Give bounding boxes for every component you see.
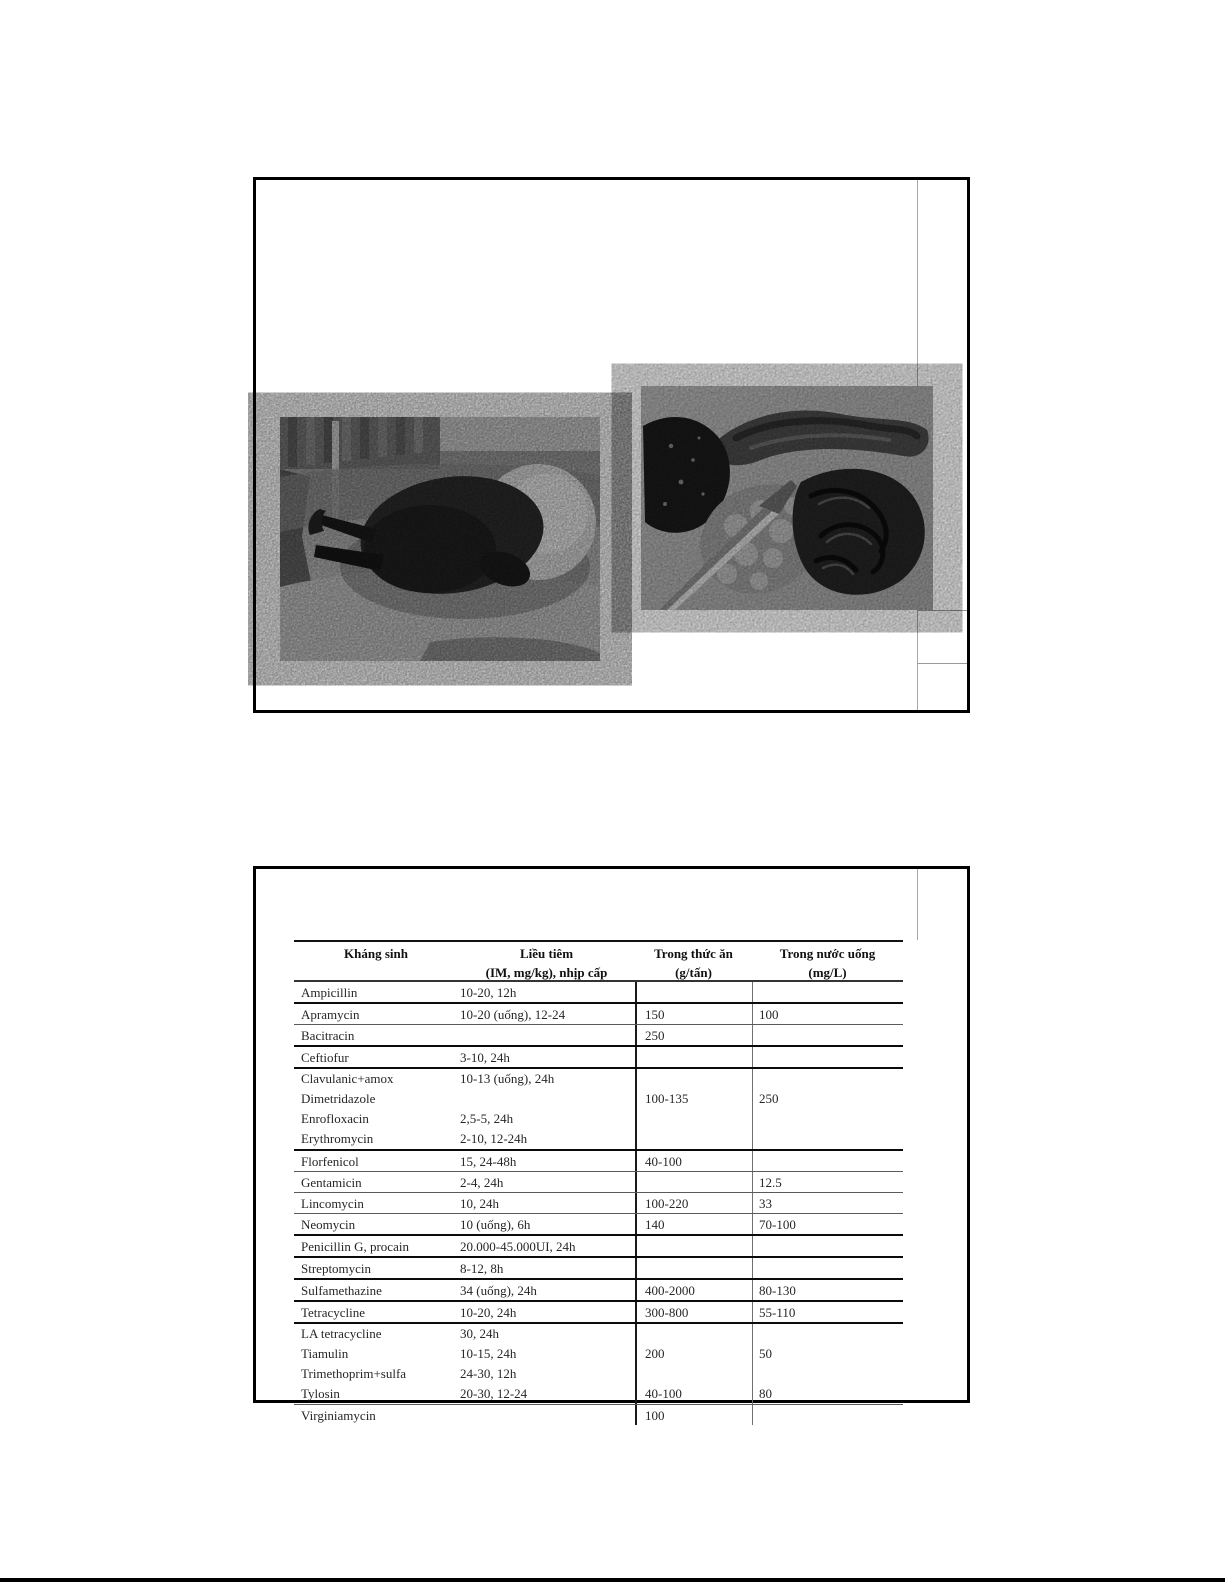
water-cell <box>752 1258 903 1278</box>
feed-cell: 150 <box>635 1004 752 1024</box>
intestines-photo <box>641 386 933 610</box>
dose-cell: 20.000-45.000UI, 24h <box>460 1239 576 1254</box>
slide2-margin-vline <box>917 869 918 940</box>
header-antibiotic <box>294 942 458 982</box>
feed-cell <box>635 1047 752 1067</box>
feed-cell: 100-220 <box>635 1193 752 1213</box>
water-cell <box>752 1405 903 1425</box>
dose-cell: 10-20 (uống), 12-24 <box>460 1007 566 1022</box>
drug-name-line: Clavulanic+amox <box>301 1071 394 1086</box>
drug-name-cell <box>294 1324 458 1404</box>
dose-line: 30, 24h <box>460 1326 499 1341</box>
dose-cell <box>458 1025 635 1045</box>
water-cell <box>752 1151 903 1171</box>
feed-value: 40-100 <box>645 1386 682 1401</box>
drug-name-cell: Florfenicol <box>301 1154 359 1169</box>
drug-name-cell: Virginiamycin <box>301 1408 376 1423</box>
dose-line <box>460 1089 633 1109</box>
header-in-feed <box>635 942 752 982</box>
water-value: 80 <box>759 1386 772 1401</box>
water-cell: 55-110 <box>752 1302 903 1322</box>
water-cell <box>752 1236 903 1256</box>
table-header-row <box>294 940 903 982</box>
drug-name-cell: Apramycin <box>301 1007 360 1022</box>
drug-name-line: Dimetridazole <box>301 1091 376 1106</box>
table-row <box>294 982 903 1004</box>
drug-name-line: LA tetracycline <box>301 1326 382 1341</box>
dose-cell: 3-10, 24h <box>460 1050 510 1065</box>
header-injection-line1: Liều tiêm <box>519 946 574 961</box>
header-feed-line2: (g/tấn) <box>675 965 712 980</box>
water-cell: 100 <box>752 1004 903 1024</box>
table-row <box>294 1258 903 1280</box>
drug-name-cell: Ampicillin <box>301 985 358 1000</box>
table-row <box>294 1047 903 1069</box>
water-cell: 80-130 <box>752 1280 903 1300</box>
drug-name-cell: Tetracycline <box>301 1305 366 1320</box>
dose-cell: 2-4, 24h <box>460 1175 504 1190</box>
feed-cell <box>635 1172 752 1192</box>
table-row <box>294 1004 903 1025</box>
feed-cell: 140 <box>635 1214 752 1234</box>
slide1-margin-hline-1 <box>917 610 967 611</box>
dose-cell <box>458 1324 635 1404</box>
drug-name-cell: Bacitracin <box>301 1028 355 1043</box>
feed-cell: 400-2000 <box>635 1280 752 1300</box>
drug-name-cell: Penicillin G, procain <box>301 1239 409 1254</box>
feed-cell <box>635 982 752 1002</box>
water-cell <box>752 1025 903 1045</box>
header-water-line2: (mg/L) <box>808 965 847 980</box>
drug-name-cell <box>294 1069 458 1149</box>
header-in-water <box>752 942 903 982</box>
drug-name-cell: Lincomycin <box>301 1196 364 1211</box>
feed-cell <box>635 1236 752 1256</box>
dose-cell: 34 (uống), 24h <box>460 1283 537 1298</box>
feed-value: 100-135 <box>645 1091 689 1106</box>
header-feed-line1: Trong thức ăn <box>654 946 733 961</box>
feed-cell: 100 <box>635 1405 752 1425</box>
water-cell: 70-100 <box>752 1214 903 1234</box>
dead-pig-photo <box>280 417 600 661</box>
header-antibiotic-line1: Kháng sinh <box>344 946 408 961</box>
dose-line: 20-30, 12-24 <box>460 1386 528 1401</box>
feed-cell <box>635 1258 752 1278</box>
dose-line: 24-30, 12h <box>460 1366 517 1381</box>
water-cell <box>752 1324 903 1404</box>
table-row <box>294 1214 903 1236</box>
water-value: 50 <box>759 1346 772 1361</box>
table-row <box>294 1302 903 1324</box>
header-injection-line2: (IM, mg/kg), nhịp cấp <box>485 965 608 980</box>
water-cell: 12.5 <box>752 1172 903 1192</box>
feed-cell: 250 <box>635 1025 752 1045</box>
feed-cell: 300-800 <box>635 1302 752 1322</box>
header-water-line1: Trong nước uống <box>779 946 876 961</box>
water-cell <box>752 982 903 1002</box>
water-cell: 33 <box>752 1193 903 1213</box>
table-row <box>294 1236 903 1258</box>
drug-name-line: Trimethoprim+sulfa <box>301 1366 407 1381</box>
dose-cell: 15, 24-48h <box>460 1154 517 1169</box>
water-cell <box>752 1069 903 1149</box>
dose-cell: 10 (uống), 6h <box>460 1217 531 1232</box>
dose-line: 10-15, 24h <box>460 1346 517 1361</box>
table-row <box>294 1025 903 1047</box>
drug-name-line: Tiamulin <box>301 1346 349 1361</box>
water-value: 250 <box>759 1091 779 1106</box>
table-row <box>294 1193 903 1214</box>
dose-cell: 10-20, 24h <box>460 1305 517 1320</box>
table-row <box>294 1069 903 1151</box>
table-row <box>294 1324 903 1405</box>
feed-cell: 40-100 <box>635 1151 752 1171</box>
drug-name-line: Tylosin <box>301 1386 340 1401</box>
dose-cell: 10-20, 12h <box>460 985 517 1000</box>
feed-value: 200 <box>645 1346 665 1361</box>
table-row <box>294 1280 903 1302</box>
drug-name-cell: Gentamicin <box>301 1175 362 1190</box>
antibiotics-table <box>294 940 903 1425</box>
page-bottom-bar <box>0 1578 1225 1582</box>
dose-cell: 10, 24h <box>460 1196 499 1211</box>
dose-line: 2-10, 12-24h <box>460 1131 528 1146</box>
dose-cell: 8-12, 8h <box>460 1261 504 1276</box>
dose-cell <box>458 1069 635 1149</box>
header-injection-dose <box>458 942 635 982</box>
drug-name-line: Enrofloxacin <box>301 1111 369 1126</box>
dose-line: 2,5-5, 24h <box>460 1111 514 1126</box>
table-row <box>294 1405 903 1425</box>
slide1-margin-hline-2 <box>917 663 967 664</box>
table-row <box>294 1151 903 1172</box>
slide-1 <box>253 177 970 713</box>
drug-name-cell: Ceftiofur <box>301 1050 349 1065</box>
table-row <box>294 1172 903 1193</box>
dose-cell <box>458 1405 635 1425</box>
slide-2 <box>253 866 970 1423</box>
drug-name-line: Erythromycin <box>301 1131 374 1146</box>
drug-name-cell: Streptomycin <box>301 1261 372 1276</box>
drug-name-cell: Sulfamethazine <box>301 1283 382 1298</box>
drug-name-cell: Neomycin <box>301 1217 356 1232</box>
dose-line: 10-13 (uống), 24h <box>460 1071 555 1086</box>
feed-cell <box>635 1069 752 1149</box>
water-cell <box>752 1047 903 1067</box>
feed-cell <box>635 1324 752 1404</box>
